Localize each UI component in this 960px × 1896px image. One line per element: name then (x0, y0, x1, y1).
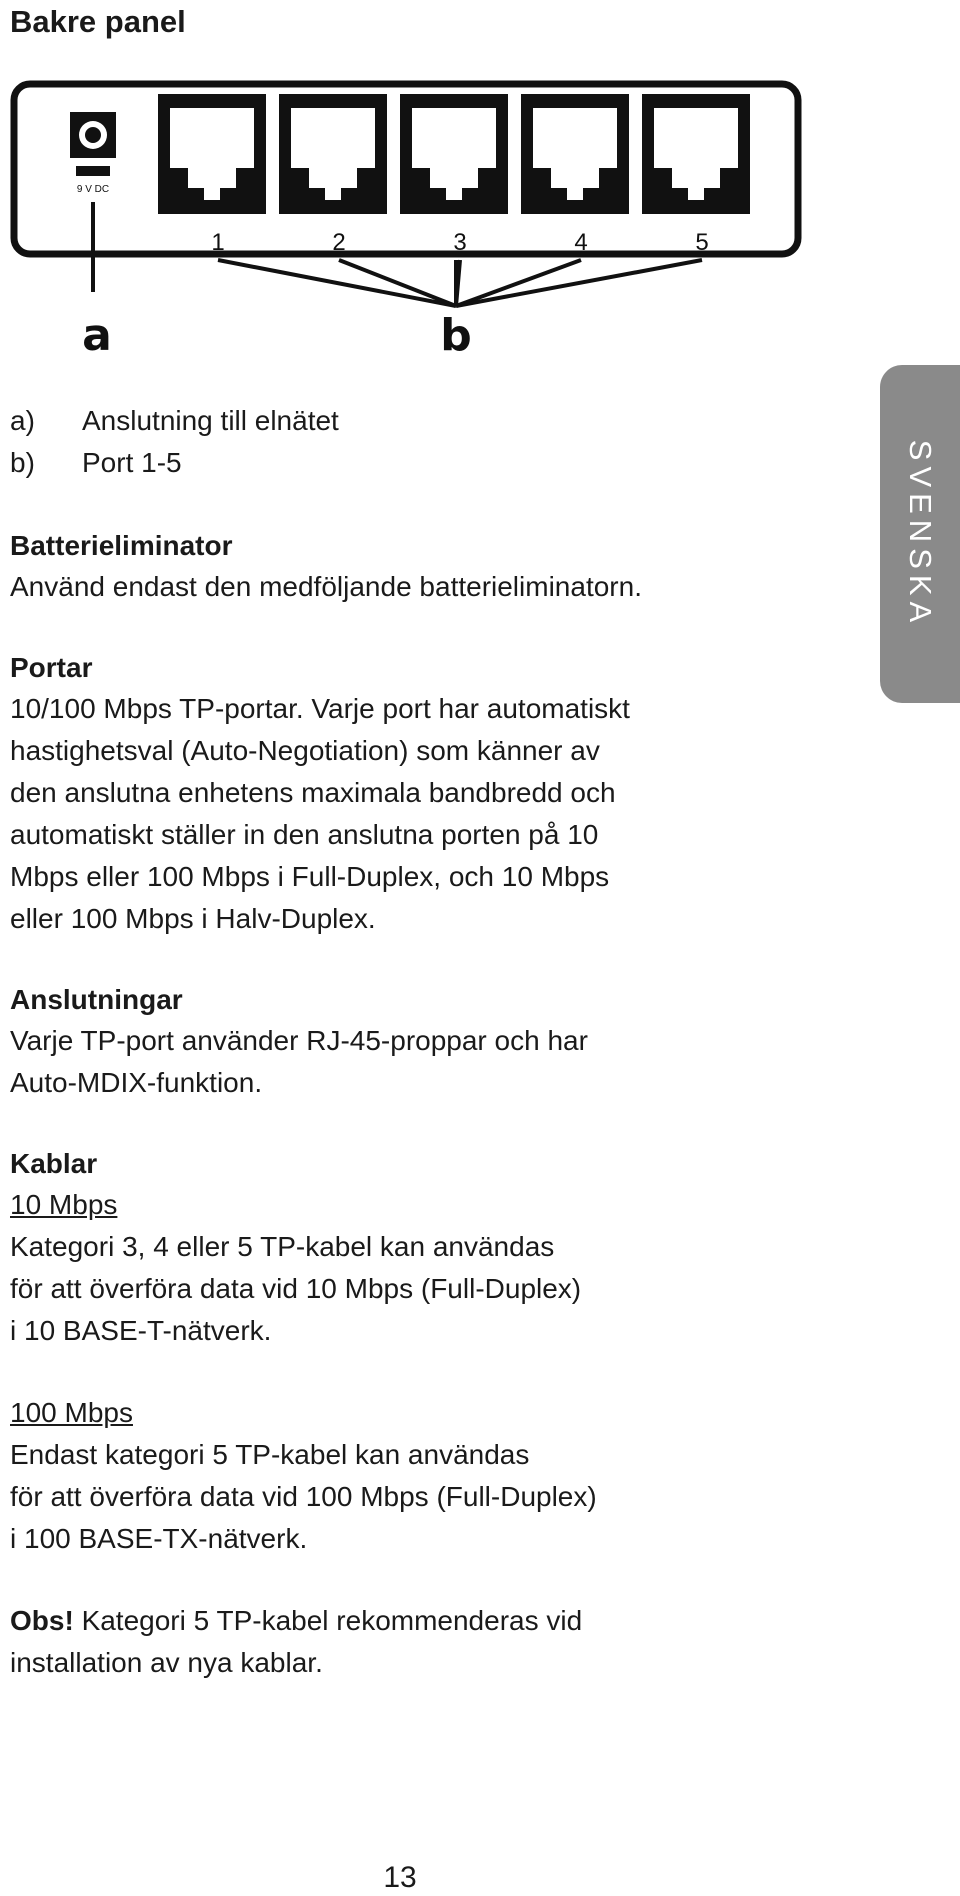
port-number-label: 2 (332, 229, 346, 256)
subsection-title: 100 Mbps (10, 1397, 133, 1428)
cable-100mbps (10, 1392, 870, 1560)
note-label: Obs! (10, 1605, 74, 1636)
text-line: Varje TP-port använder RJ-45-proppar och har (10, 1025, 588, 1056)
legend-text: Anslutning till elnätet (82, 405, 339, 436)
text-line: Auto-MDIX-funktion. (10, 1067, 263, 1098)
page-title: Bakre panel (10, 4, 186, 39)
text-line: Mbps eller 100 Mbps i Full-Duplex, och 10 Mbps (10, 861, 610, 892)
section-text: Använd endast den medföljande batterieliminatorn. (10, 571, 642, 602)
text-line: Endast kategori 5 TP-kabel kan användas (10, 1439, 530, 1470)
text-line: för att överföra data vid 10 Mbps (Full-Duplex) (10, 1273, 582, 1304)
section-cables (10, 1144, 870, 1560)
language-tab (880, 365, 960, 703)
rj45-ports (158, 94, 750, 214)
legend-key: a) (10, 405, 35, 436)
section-heading: Batterieliminator (10, 530, 233, 561)
cable-10mbps (10, 1184, 870, 1352)
rj45-port-icon (279, 94, 387, 214)
text-line: 10/100 Mbps TP-portar. Varje port har automatiskt (10, 693, 630, 724)
section-heading: Kablar (10, 1148, 98, 1179)
section-connections (10, 980, 870, 1104)
legend-item (10, 400, 870, 442)
text-line: för att överföra data vid 100 Mbps (Full-Duplex) (10, 1481, 597, 1512)
subsection-title: 10 Mbps (10, 1189, 118, 1220)
callout-line (339, 260, 456, 306)
callout-line (218, 260, 456, 306)
rj45-port-icon (521, 94, 629, 214)
port-number-label: 5 (695, 229, 709, 256)
text-line: eller 100 Mbps i Halv-Duplex. (10, 903, 376, 934)
text-line: automatiskt ställer in den anslutna porten på 10 (10, 819, 599, 850)
diagram-legend (10, 400, 870, 484)
port-number-label: 4 (574, 229, 588, 256)
legend-key: b) (10, 447, 35, 478)
text-line: hastighetsval (Auto-Negotiation) som känner av (10, 735, 600, 766)
text-line: i 10 BASE-T-nätverk. (10, 1315, 272, 1346)
power-jack-caption: 9 V DC (76, 184, 110, 195)
note-text: Kategori 5 TP-kabel rekommenderas vid (81, 1605, 583, 1636)
text-line: Kategori 3, 4 eller 5 TP-kabel kan användas (10, 1231, 555, 1262)
port-number-label: 3 (453, 229, 467, 256)
language-tab-label: SVENSKA (903, 439, 939, 629)
callout-line (456, 260, 702, 306)
section-heading: Anslutningar (10, 984, 183, 1015)
body-text (10, 400, 870, 1684)
port-number-label: 1 (211, 229, 225, 256)
note-line-2: installation av nya kablar. (10, 1647, 323, 1678)
callout-lines-b (218, 260, 702, 306)
section-battery (10, 526, 870, 608)
section-ports (10, 648, 870, 940)
diagram-label-a: a (82, 310, 112, 361)
rj45-port-icon (400, 94, 508, 214)
note-line-1 (10, 1600, 870, 1642)
callout-line (456, 260, 581, 306)
diagram-label-b: b (440, 310, 472, 361)
text-line: i 100 BASE-TX-nätverk. (10, 1523, 308, 1554)
rj45-port-icon (158, 94, 266, 214)
page-number: 13 (383, 1861, 417, 1894)
legend-text: Port 1-5 (82, 447, 182, 478)
text-line: den anslutna enhetens maximala bandbredd och (10, 777, 616, 808)
legend-item (10, 442, 870, 484)
rear-panel-diagram (0, 60, 960, 370)
rj45-port-icon (642, 94, 750, 214)
note (10, 1600, 870, 1684)
section-heading: Portar (10, 652, 93, 683)
